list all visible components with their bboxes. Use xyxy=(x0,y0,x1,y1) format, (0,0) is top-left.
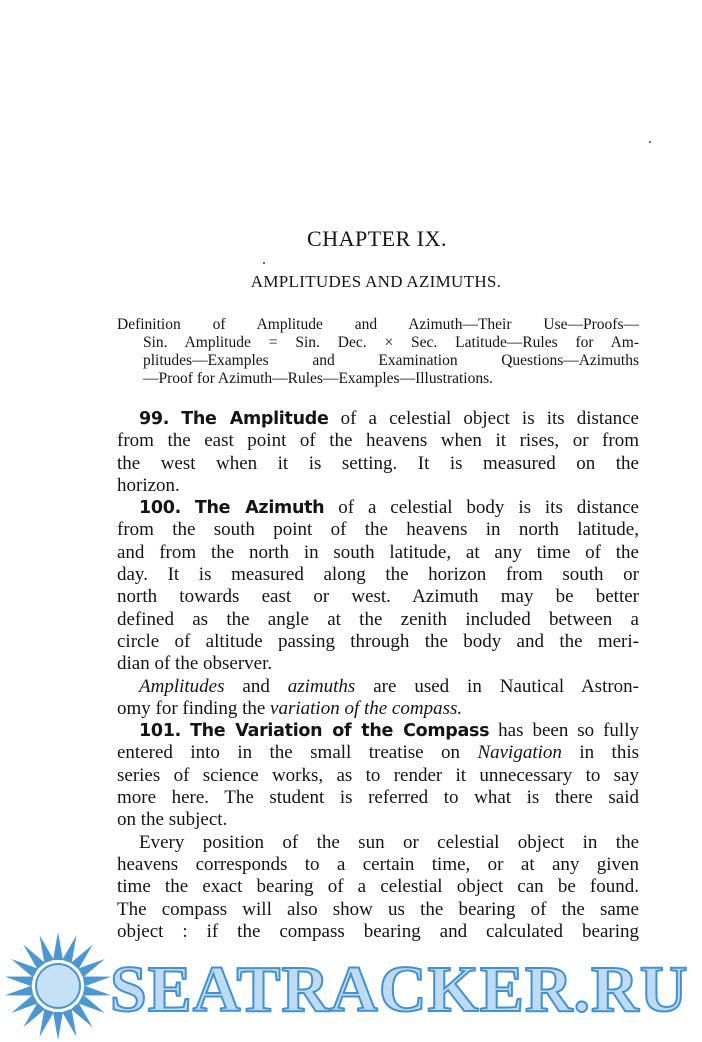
scan-speck xyxy=(263,262,265,264)
paragraph-100-line: defined as the angle at the zenith included between a xyxy=(117,608,639,630)
paragraph-99-line: from the east point of the heavens when it rises, or from xyxy=(117,430,639,452)
paragraph-100-line: day. It is measured along the horizon from south or xyxy=(117,564,639,586)
synopsis-line: —Proof for Azimuth—Rules—Examples—Illustrations. xyxy=(143,370,494,387)
body-text xyxy=(117,408,639,943)
section-term: The Amplitude xyxy=(181,409,329,429)
paragraph-100-line: from the south point of the heavens in north latitude, xyxy=(117,519,639,541)
paragraph-use-line: Amplitudes and azimuths are used in Nautical Astron- xyxy=(139,675,640,697)
paragraph-100-line: 100. The Azimuth of a celestial body is its distance xyxy=(139,497,639,519)
section-term: The Variation of the Compass xyxy=(189,721,490,742)
paragraph-every-line: Every position of the sun or celestial object in the xyxy=(139,831,639,853)
paragraph-use-line: omy for finding the variation of the compass. xyxy=(117,697,463,719)
paragraph-every-line: time the exact bearing of a celestial object can be found. xyxy=(117,876,639,898)
section-term: The Azimuth xyxy=(194,498,325,519)
paragraph-101-line: series of science works, as to render it unnecessary to say xyxy=(117,764,639,786)
paragraph-100-line: and from the north in south latitude, at any time of the xyxy=(117,541,639,563)
paragraph-every-line: The compass will also show us the bearing of the same xyxy=(117,898,639,920)
paragraph-99-line: horizon. xyxy=(117,474,180,496)
paragraph-100-line: north towards east or west. Azimuth may be better xyxy=(117,586,639,608)
synopsis-line: Sin. Amplitude = Sin. Dec. × Sec. Latitude—Rules for Am- xyxy=(143,334,639,351)
synopsis-line: plitudes—Examples and Examination Questions—Azimuths xyxy=(143,352,639,369)
paragraph-101-line: on the subject. xyxy=(117,809,228,831)
paragraph-100-line: circle of altitude passing through the body and the meri- xyxy=(117,630,639,652)
synopsis-line: Definition of Amplitude and Azimuth—Their Use—Proofs— xyxy=(117,316,639,333)
section-number: 100. xyxy=(139,498,181,519)
paragraph-99-line: the west when it is setting. It is measured on the xyxy=(117,452,639,474)
watermark-text: SEATRACKER.RU xyxy=(110,953,689,1026)
paragraph-101-line: entered into in the small treatise on Navigation in this xyxy=(117,742,639,764)
paragraph-every-line: object : if the compass bearing and calculated bearing xyxy=(117,920,639,942)
scan-speck xyxy=(649,141,651,143)
paragraph-99-line: 99. The Amplitude of a celestial object is its distance xyxy=(139,408,639,429)
section-number: 99. xyxy=(139,409,170,429)
chapter-heading: CHAPTER IX. xyxy=(307,226,447,251)
paragraph-100-line: dian of the observer. xyxy=(117,653,273,675)
paragraph-101-line: more here. The student is referred to what is there said xyxy=(117,787,639,809)
chapter-title: AMPLITUDES AND AZIMUTHS. xyxy=(250,272,502,291)
section-number: 101. xyxy=(139,721,181,742)
paragraph-every-line: heavens corresponds to a certain time, or at any given xyxy=(117,853,639,875)
chapter-synopsis xyxy=(117,316,639,388)
paragraph-101-line: 101. The Variation of the Compass has been so fully xyxy=(139,720,639,742)
